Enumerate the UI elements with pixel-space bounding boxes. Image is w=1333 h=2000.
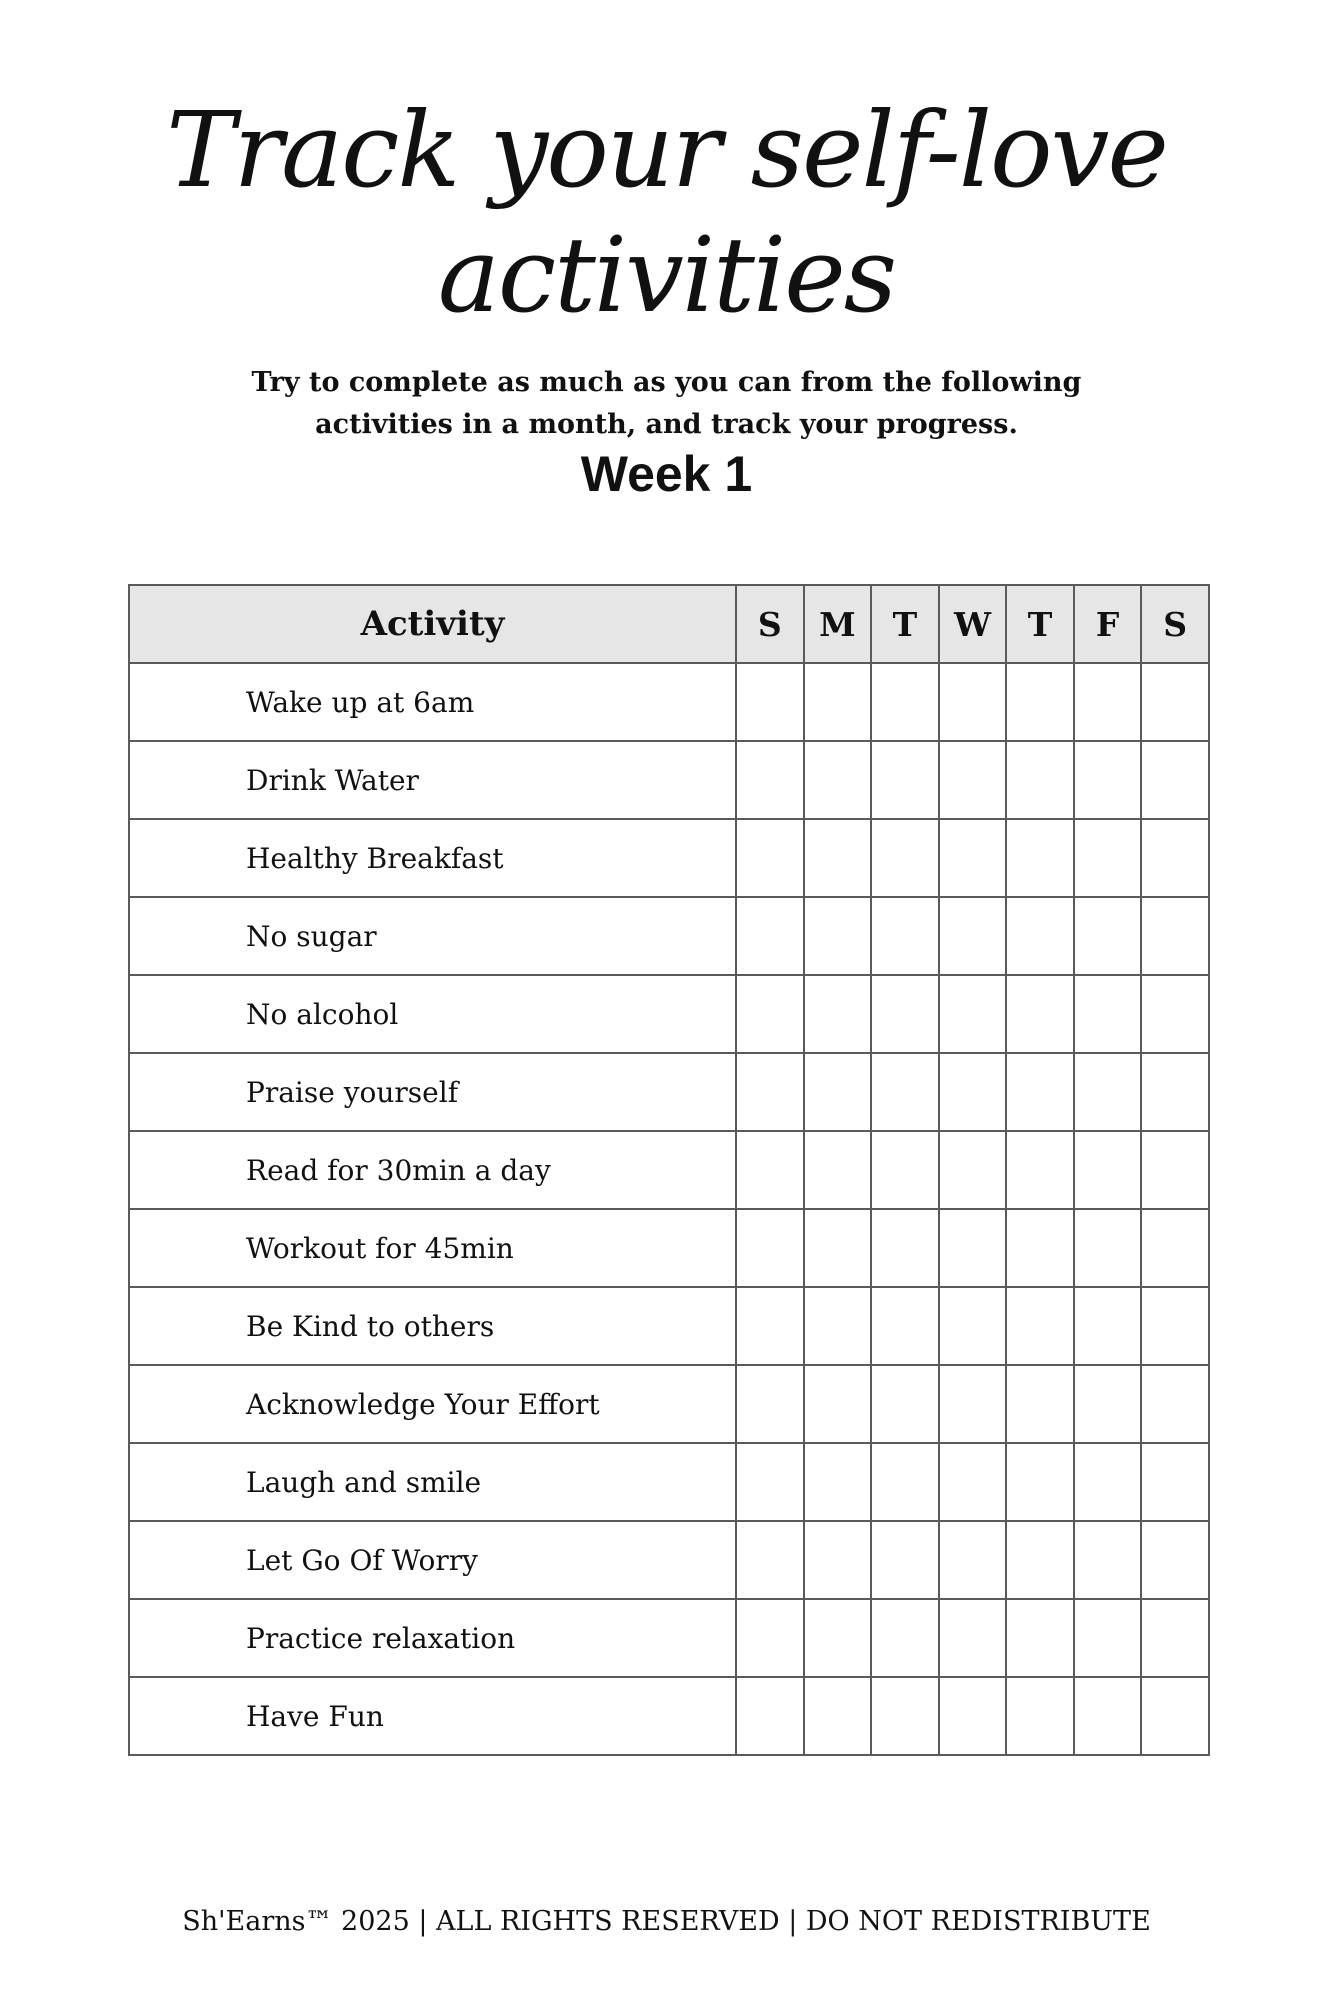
day-checkbox-cell[interactable] [871, 975, 939, 1053]
table-body [129, 663, 1209, 1755]
activity-label: No sugar [129, 897, 736, 975]
day-checkbox-cell[interactable] [871, 1053, 939, 1131]
day-checkbox-cell[interactable] [1006, 1365, 1074, 1443]
table-row [129, 1131, 1209, 1209]
table-row [129, 1521, 1209, 1599]
day-checkbox-cell[interactable] [871, 1365, 939, 1443]
intro-text-line-2: activities in a month, and track your progress. [315, 409, 1018, 440]
day-checkbox-cell[interactable] [1074, 663, 1142, 741]
day-checkbox-cell[interactable] [871, 1131, 939, 1209]
day-checkbox-cell[interactable] [1006, 975, 1074, 1053]
day-checkbox-cell[interactable] [736, 1209, 804, 1287]
day-header-monday: M [804, 585, 872, 663]
day-checkbox-cell[interactable] [1141, 1599, 1209, 1677]
day-checkbox-cell[interactable] [1006, 663, 1074, 741]
day-checkbox-cell[interactable] [871, 897, 939, 975]
day-checkbox-cell[interactable] [1006, 819, 1074, 897]
day-checkbox-cell[interactable] [1074, 1599, 1142, 1677]
day-checkbox-cell[interactable] [1141, 1443, 1209, 1521]
day-checkbox-cell[interactable] [736, 1443, 804, 1521]
day-checkbox-cell[interactable] [804, 1131, 872, 1209]
day-checkbox-cell[interactable] [1141, 975, 1209, 1053]
day-checkbox-cell[interactable] [736, 1287, 804, 1365]
day-checkbox-cell[interactable] [804, 1443, 872, 1521]
day-checkbox-cell[interactable] [871, 1521, 939, 1599]
day-checkbox-cell[interactable] [1141, 741, 1209, 819]
week-heading: Week 1 [580, 446, 753, 502]
day-checkbox-cell[interactable] [1006, 1599, 1074, 1677]
day-checkbox-cell[interactable] [939, 1209, 1007, 1287]
day-checkbox-cell[interactable] [1141, 897, 1209, 975]
day-checkbox-cell[interactable] [1141, 663, 1209, 741]
day-header-saturday: S [1141, 585, 1209, 663]
day-checkbox-cell[interactable] [736, 897, 804, 975]
day-checkbox-cell[interactable] [1074, 975, 1142, 1053]
day-checkbox-cell[interactable] [804, 1053, 872, 1131]
day-checkbox-cell[interactable] [1141, 1287, 1209, 1365]
day-header-wednesday: W [939, 585, 1007, 663]
day-checkbox-cell[interactable] [871, 741, 939, 819]
day-checkbox-cell[interactable] [736, 819, 804, 897]
day-checkbox-cell[interactable] [1074, 1209, 1142, 1287]
activity-label: No alcohol [129, 975, 736, 1053]
activity-label: Practice relaxation [129, 1599, 736, 1677]
table-row [129, 1209, 1209, 1287]
day-checkbox-cell[interactable] [1074, 1677, 1142, 1755]
day-checkbox-cell[interactable] [939, 1599, 1007, 1677]
table-header-row [129, 585, 1209, 663]
day-checkbox-cell[interactable] [1074, 1443, 1142, 1521]
day-checkbox-cell[interactable] [804, 975, 872, 1053]
day-checkbox-cell[interactable] [871, 1677, 939, 1755]
day-checkbox-cell[interactable] [939, 1365, 1007, 1443]
day-checkbox-cell[interactable] [871, 1599, 939, 1677]
day-checkbox-cell[interactable] [736, 975, 804, 1053]
day-checkbox-cell[interactable] [1074, 1365, 1142, 1443]
day-checkbox-cell[interactable] [736, 1677, 804, 1755]
day-checkbox-cell[interactable] [1074, 1521, 1142, 1599]
day-checkbox-cell[interactable] [1074, 1053, 1142, 1131]
day-checkbox-cell[interactable] [871, 819, 939, 897]
table-row [129, 741, 1209, 819]
day-checkbox-cell[interactable] [939, 663, 1007, 741]
day-checkbox-cell[interactable] [871, 1443, 939, 1521]
day-checkbox-cell[interactable] [1141, 1521, 1209, 1599]
activity-column-header: Activity [129, 585, 736, 663]
day-checkbox-cell[interactable] [1141, 819, 1209, 897]
day-checkbox-cell[interactable] [736, 1521, 804, 1599]
activity-label: Be Kind to others [129, 1287, 736, 1365]
day-checkbox-cell[interactable] [736, 741, 804, 819]
day-checkbox-cell[interactable] [1006, 741, 1074, 819]
day-checkbox-cell[interactable] [804, 1677, 872, 1755]
table-row [129, 1053, 1209, 1131]
day-checkbox-cell[interactable] [939, 975, 1007, 1053]
day-checkbox-cell[interactable] [1074, 819, 1142, 897]
day-header-sunday: S [736, 585, 804, 663]
day-checkbox-cell[interactable] [736, 1131, 804, 1209]
day-checkbox-cell[interactable] [736, 663, 804, 741]
table-row [129, 819, 1209, 897]
table-row [129, 1365, 1209, 1443]
day-checkbox-cell[interactable] [939, 1521, 1007, 1599]
activity-label: Have Fun [129, 1677, 736, 1755]
day-checkbox-cell[interactable] [1006, 1521, 1074, 1599]
day-checkbox-cell[interactable] [1006, 1287, 1074, 1365]
day-checkbox-cell[interactable] [939, 1131, 1007, 1209]
day-checkbox-cell[interactable] [804, 663, 872, 741]
day-checkbox-cell[interactable] [1074, 1287, 1142, 1365]
day-checkbox-cell[interactable] [804, 741, 872, 819]
day-checkbox-cell[interactable] [1006, 1209, 1074, 1287]
day-header-friday: F [1074, 585, 1142, 663]
day-header-tuesday: T [871, 585, 939, 663]
day-header-thursday: T [1006, 585, 1074, 663]
day-checkbox-cell[interactable] [804, 897, 872, 975]
table-row [129, 897, 1209, 975]
table-row [129, 1677, 1209, 1755]
day-checkbox-cell[interactable] [939, 897, 1007, 975]
activity-label: Laugh and smile [129, 1443, 736, 1521]
day-checkbox-cell[interactable] [736, 1599, 804, 1677]
day-checkbox-cell[interactable] [1141, 1677, 1209, 1755]
table-row [129, 1287, 1209, 1365]
day-checkbox-cell[interactable] [871, 1209, 939, 1287]
day-checkbox-cell[interactable] [804, 1599, 872, 1677]
day-checkbox-cell[interactable] [804, 819, 872, 897]
day-checkbox-cell[interactable] [939, 1443, 1007, 1521]
page-title-line-2: activities [437, 214, 896, 336]
day-checkbox-cell[interactable] [1006, 1131, 1074, 1209]
activity-label: Let Go Of Worry [129, 1521, 736, 1599]
activity-label: Drink Water [129, 741, 736, 819]
day-checkbox-cell[interactable] [1006, 1053, 1074, 1131]
day-checkbox-cell[interactable] [1141, 1131, 1209, 1209]
day-checkbox-cell[interactable] [1006, 1443, 1074, 1521]
day-checkbox-cell[interactable] [939, 1053, 1007, 1131]
day-checkbox-cell[interactable] [804, 1521, 872, 1599]
day-checkbox-cell[interactable] [1141, 1365, 1209, 1443]
day-checkbox-cell[interactable] [939, 1287, 1007, 1365]
day-checkbox-cell[interactable] [804, 1209, 872, 1287]
activity-label: Workout for 45min [129, 1209, 736, 1287]
day-checkbox-cell[interactable] [1074, 741, 1142, 819]
day-checkbox-cell[interactable] [871, 1287, 939, 1365]
day-checkbox-cell[interactable] [804, 1365, 872, 1443]
day-checkbox-cell[interactable] [1006, 1677, 1074, 1755]
day-checkbox-cell[interactable] [939, 741, 1007, 819]
day-checkbox-cell[interactable] [1074, 1131, 1142, 1209]
intro-text-line-1: Try to complete as much as you can from the following [251, 367, 1082, 398]
table-row [129, 975, 1209, 1053]
day-checkbox-cell[interactable] [736, 1365, 804, 1443]
day-checkbox-cell[interactable] [939, 1677, 1007, 1755]
day-checkbox-cell[interactable] [1141, 1053, 1209, 1131]
table-row [129, 1443, 1209, 1521]
activity-label: Wake up at 6am [129, 663, 736, 741]
table-row [129, 1599, 1209, 1677]
activity-label: Healthy Breakfast [129, 819, 736, 897]
day-checkbox-cell[interactable] [736, 1053, 804, 1131]
activity-label: Read for 30min a day [129, 1131, 736, 1209]
day-checkbox-cell[interactable] [939, 819, 1007, 897]
day-checkbox-cell[interactable] [1074, 897, 1142, 975]
footer-copyright: Sh'Earns™ 2025 | ALL RIGHTS RESERVED | DO NOT REDISTRIBUTE [182, 1906, 1151, 1937]
page-title-line-1: Track your self-love [166, 89, 1167, 211]
activity-label: Praise yourself [129, 1053, 736, 1131]
day-checkbox-cell[interactable] [804, 1287, 872, 1365]
activity-tracker-table [128, 584, 1210, 1756]
day-checkbox-cell[interactable] [871, 663, 939, 741]
activity-label: Acknowledge Your Effort [129, 1365, 736, 1443]
day-checkbox-cell[interactable] [1141, 1209, 1209, 1287]
day-checkbox-cell[interactable] [1006, 897, 1074, 975]
table-row [129, 663, 1209, 741]
